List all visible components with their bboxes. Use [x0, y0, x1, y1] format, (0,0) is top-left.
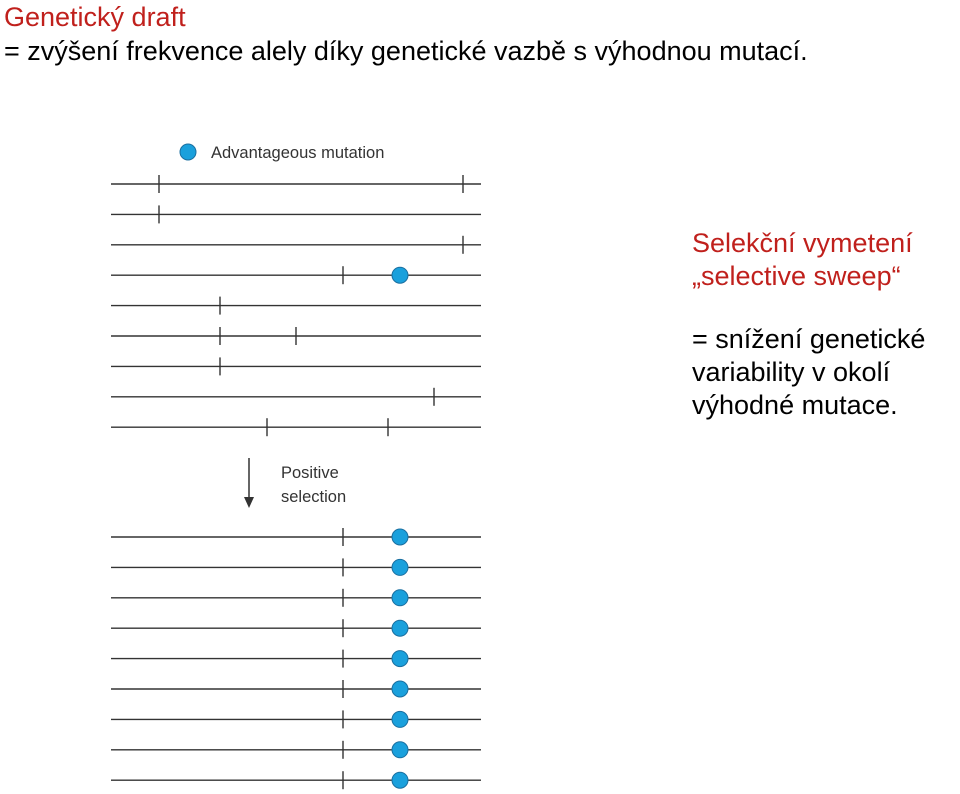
- sweep-title-czech: Selekční vymetení: [692, 228, 913, 258]
- after-mutation-7: [392, 711, 408, 727]
- page-subtitle: = zvýšení frekvence alely díky genetické vazbě s výhodnou mutací.: [4, 36, 808, 66]
- selection-arrow-head-icon: [244, 497, 254, 508]
- sweep-desc-line-2: variability v okolí: [692, 356, 891, 387]
- before-chromosomes: [111, 175, 481, 436]
- legend-label: Advantageous mutation: [211, 144, 385, 162]
- sweep-desc-line-3: výhodné mutace.: [692, 389, 898, 420]
- after-mutation-1: [392, 529, 408, 545]
- after-chromosomes: [111, 528, 481, 789]
- sweep-desc-line-1: = snížení genetické: [692, 324, 926, 354]
- after-mutation-9: [392, 772, 408, 788]
- after-mutation-8: [392, 742, 408, 758]
- sweep-title-english: „selective sweep“: [692, 260, 901, 291]
- legend-mutation-icon: [180, 144, 196, 160]
- before-mutation-4: [392, 267, 408, 283]
- after-mutation-3: [392, 590, 408, 606]
- arrow-label-positive: Positive: [281, 464, 339, 482]
- sweep-title: [692, 227, 913, 293]
- page-title: Genetický draft: [4, 2, 186, 32]
- after-mutation-2: [392, 559, 408, 575]
- after-mutation-6: [392, 681, 408, 697]
- sweep-description: [692, 323, 925, 422]
- after-mutation-4: [392, 620, 408, 636]
- arrow-label-selection: selection: [281, 488, 347, 506]
- after-mutation-5: [392, 651, 408, 667]
